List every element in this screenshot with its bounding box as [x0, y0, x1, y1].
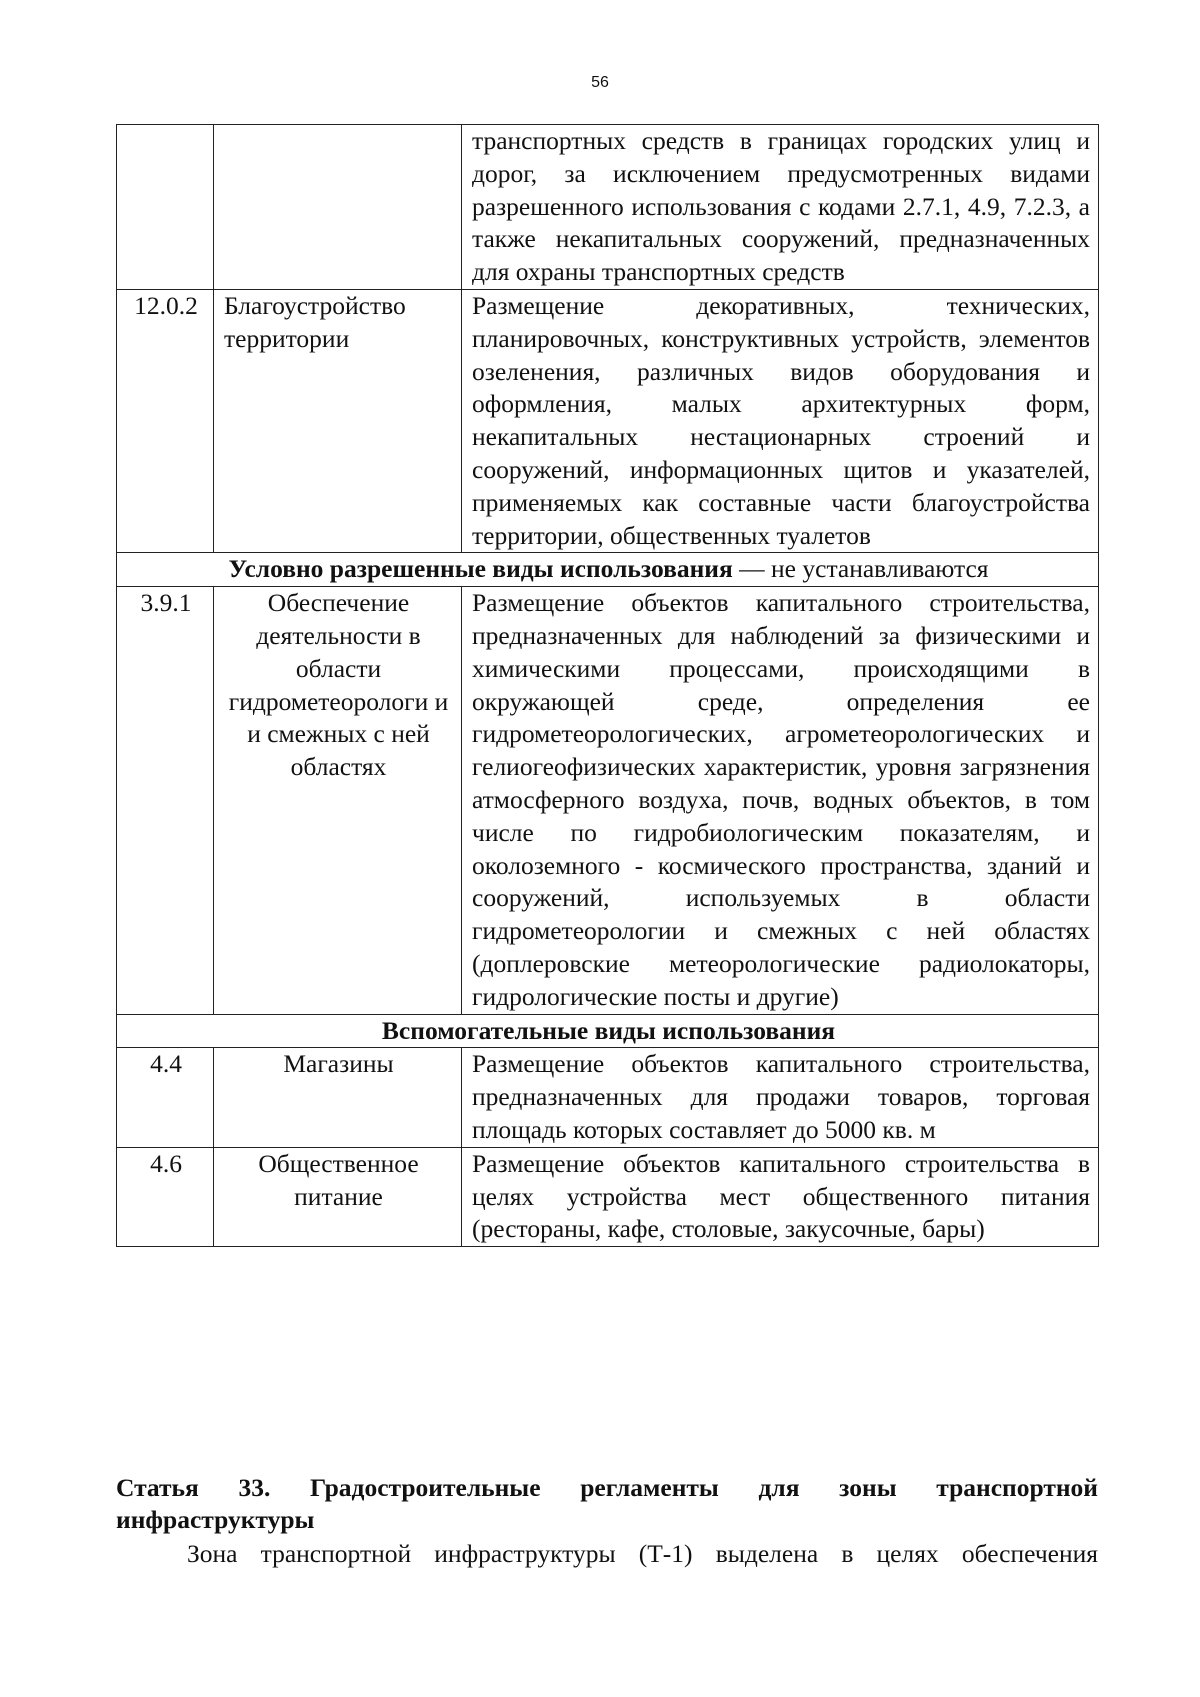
table-row — [117, 1147, 1099, 1246]
section-header-auxiliary — [117, 1014, 1099, 1048]
land-use-table — [116, 124, 1099, 1247]
page-number: 56 — [591, 74, 609, 91]
row-description: транспортных средств в границах городских улиц и дорог, за исключением предусмотренных видами разрешенного использования с кодами 2.7.1, 4.9, 7.2.3, а также некапитальных сооружений, предназначенных для охраны транспортных средств — [462, 125, 1099, 290]
row-name: Магазины — [214, 1048, 462, 1147]
row-name — [214, 125, 462, 290]
row-description: Размещение объектов капитального строительства, предназначенных для продажи товаров, торговая площадь которых составляет до 5000 кв. м — [462, 1048, 1099, 1147]
row-code: 4.6 — [117, 1147, 214, 1246]
section-suffix: — не устанавливаются — [732, 554, 989, 584]
row-name: Благоустройство территории — [214, 289, 462, 552]
body-paragraph: Зона транспортной инфраструктуры (Т-1) выделена в целях обеспечения — [187, 1539, 1098, 1568]
section-title: Вспомогательные виды использования — [381, 1015, 836, 1045]
row-code: 3.9.1 — [117, 587, 214, 1014]
table-row — [117, 1048, 1099, 1147]
row-code: 12.0.2 — [117, 289, 214, 552]
row-description: Размещение объектов капитального строительства, предназначенных для наблюдений за физическими и химическими процессами, происходящими в окружающей среде, определения ее гидрометеорологических, агрометеорологических и гелиогеофизических характеристик, уровня загрязнения атмосферного воздуха, почв, водных объектов, в том числе по гидробиологическим показателям, и околоземного - космического пространства, зданий и сооружений, используемых в области гидрометеорологии и смежных с ней областях (доплеровские метеорологические радиолокаторы, гидрологические посты и другие) — [462, 587, 1099, 1014]
article-heading: Статья 33. Градостроительные регламенты для зоны транспортной инфраструктуры — [116, 1473, 1098, 1534]
table-row — [117, 125, 1099, 290]
section-row-auxiliary — [117, 1014, 1099, 1048]
section-header-conditional — [117, 553, 1099, 587]
row-name: Обеспечение деятельности в области гидрометеорологи и и смежных с ней областях — [214, 587, 462, 1014]
section-row-conditional — [117, 553, 1099, 587]
section-title: Условно разрешенные виды использования — [228, 554, 733, 584]
row-description: Размещение объектов капитального строительства в целях устройства мест общественного питания (рестораны, кафе, столовые, закусочные, бары) — [462, 1147, 1099, 1246]
row-name: Общественное питание — [214, 1147, 462, 1246]
row-description: Размещение декоративных, технических, планировочных, конструктивных устройств, элементов озеленения, различных видов оборудования и оформления, малых архитектурных форм, некапитальных нестационарных строений и сооружений, информационных щитов и указателей, применяемых как составные части благоустройства территории, общественных туалетов — [462, 289, 1099, 552]
table-row — [117, 289, 1099, 552]
table-row — [117, 587, 1099, 1014]
row-code — [117, 125, 214, 290]
row-code: 4.4 — [117, 1048, 214, 1147]
